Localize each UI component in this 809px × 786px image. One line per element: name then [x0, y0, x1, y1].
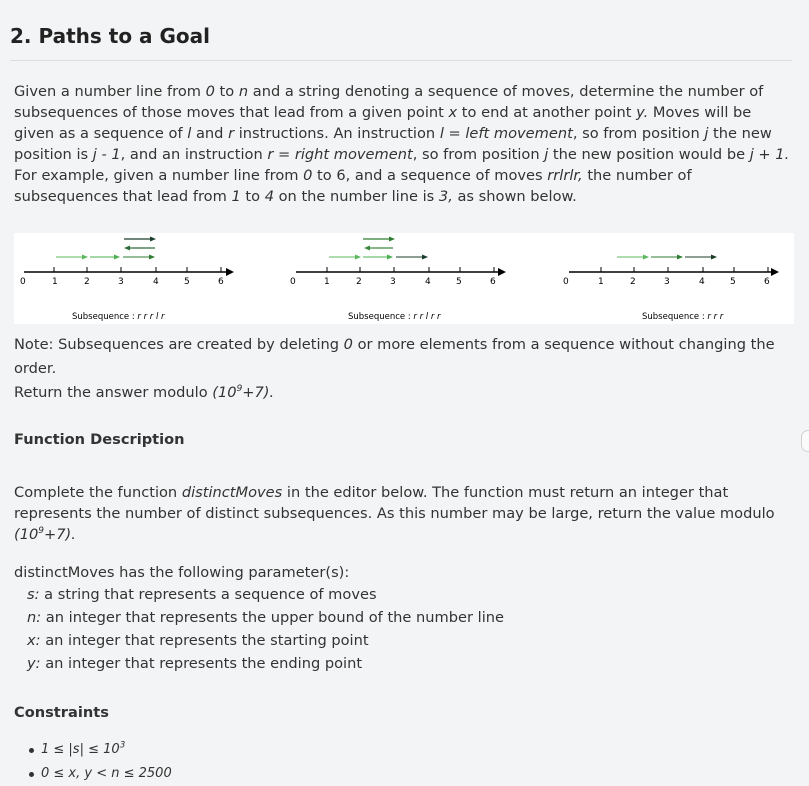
tick-label: 4	[425, 277, 431, 287]
parameters-section	[14, 562, 794, 675]
tick-label: 1	[52, 277, 58, 287]
move-arrows	[329, 237, 428, 260]
title-divider	[10, 60, 792, 61]
axis-arrowhead	[771, 268, 779, 276]
page-title: 2. Paths to a Goal	[10, 24, 210, 48]
diagram-3	[559, 233, 799, 324]
tick-label: 5	[730, 277, 736, 287]
tick-label: 6	[490, 277, 496, 287]
parameters-intro: distinctMoves has the following parameter(s):	[14, 564, 350, 581]
tick-label: 2	[630, 277, 636, 287]
constraint-item: 0 ≤ x, y < n ≤ 2500	[14, 762, 794, 786]
example-diagrams	[14, 233, 794, 324]
constraint-item: $1 \le |s| \le 10^3$	[14, 738, 794, 762]
parameter-item: s: a string that represents a sequence of moves	[27, 586, 377, 603]
scroll-handle[interactable]	[801, 430, 809, 452]
tick-label: 0	[20, 277, 26, 287]
tick-label: 4	[699, 277, 705, 287]
subsequence-caption: Subsequence : r r r l r	[72, 312, 165, 322]
tick-label: 3	[664, 277, 670, 287]
intro-paragraph: Given a number line from 0 to n and a string denoting a sequence of moves, determine the number of subsequences of those moves that lead from a given point x to end at another point y. Moves will be given as a sequence of l and r instructions. An instruction l = left movement, so from position j the new position is j - 1, and an instruction r = right movement, so from position j the new position would be j + 1.	[14, 83, 790, 163]
tick-label: 3	[118, 277, 124, 287]
tick-label: 4	[153, 277, 159, 287]
parameter-item: x: an integer that represents the starting point	[27, 632, 369, 649]
move-arrows	[617, 255, 717, 260]
problem-statement	[14, 81, 794, 786]
diagram-2	[286, 233, 526, 324]
function-description-text: Complete the function distinctMoves in the editor below. The function must return an integer that represents the number of distinct subsequences. As this number may be large, return the value modulo $(10^9+7)$.	[14, 484, 775, 543]
tick-label: 6	[218, 277, 224, 287]
parameter-item: y: an integer that represents the ending point	[27, 655, 363, 672]
subsequence-caption: Subsequence : r r l r r	[348, 312, 441, 322]
axis-arrowhead	[226, 268, 234, 276]
tick-label: 1	[324, 277, 330, 287]
function-description-heading: Function Description	[14, 431, 185, 448]
tick-label: 6	[764, 277, 770, 287]
tick-label: 0	[290, 277, 296, 287]
parameter-item: n: an integer that represents the upper bound of the number line	[27, 609, 504, 626]
subsequence-caption: Subsequence : r r r	[642, 312, 724, 322]
example-paragraph: For example, given a number line from 0 to 6, and a sequence of moves rrlrlr, the number of subsequences that lead from 1 to 4 on the number line is 3, as shown below.	[14, 167, 692, 205]
constraints-heading: Constraints	[14, 704, 109, 721]
tick-label: 5	[184, 277, 190, 287]
constraints-list	[14, 738, 794, 786]
move-arrows	[56, 237, 156, 260]
axis-arrowhead	[498, 268, 506, 276]
tick-label: 2	[84, 277, 90, 287]
tick-label: 1	[598, 277, 604, 287]
tick-label: 5	[456, 277, 462, 287]
tick-label: 0	[563, 277, 569, 287]
diagram-1	[14, 233, 254, 324]
tick-label: 3	[390, 277, 396, 287]
note-paragraph: Note: Subsequences are created by deleting 0 or more elements from a sequence without changing the order. Return the answer modulo $(10^9+7)$.	[14, 336, 775, 401]
tick-label: 2	[356, 277, 362, 287]
